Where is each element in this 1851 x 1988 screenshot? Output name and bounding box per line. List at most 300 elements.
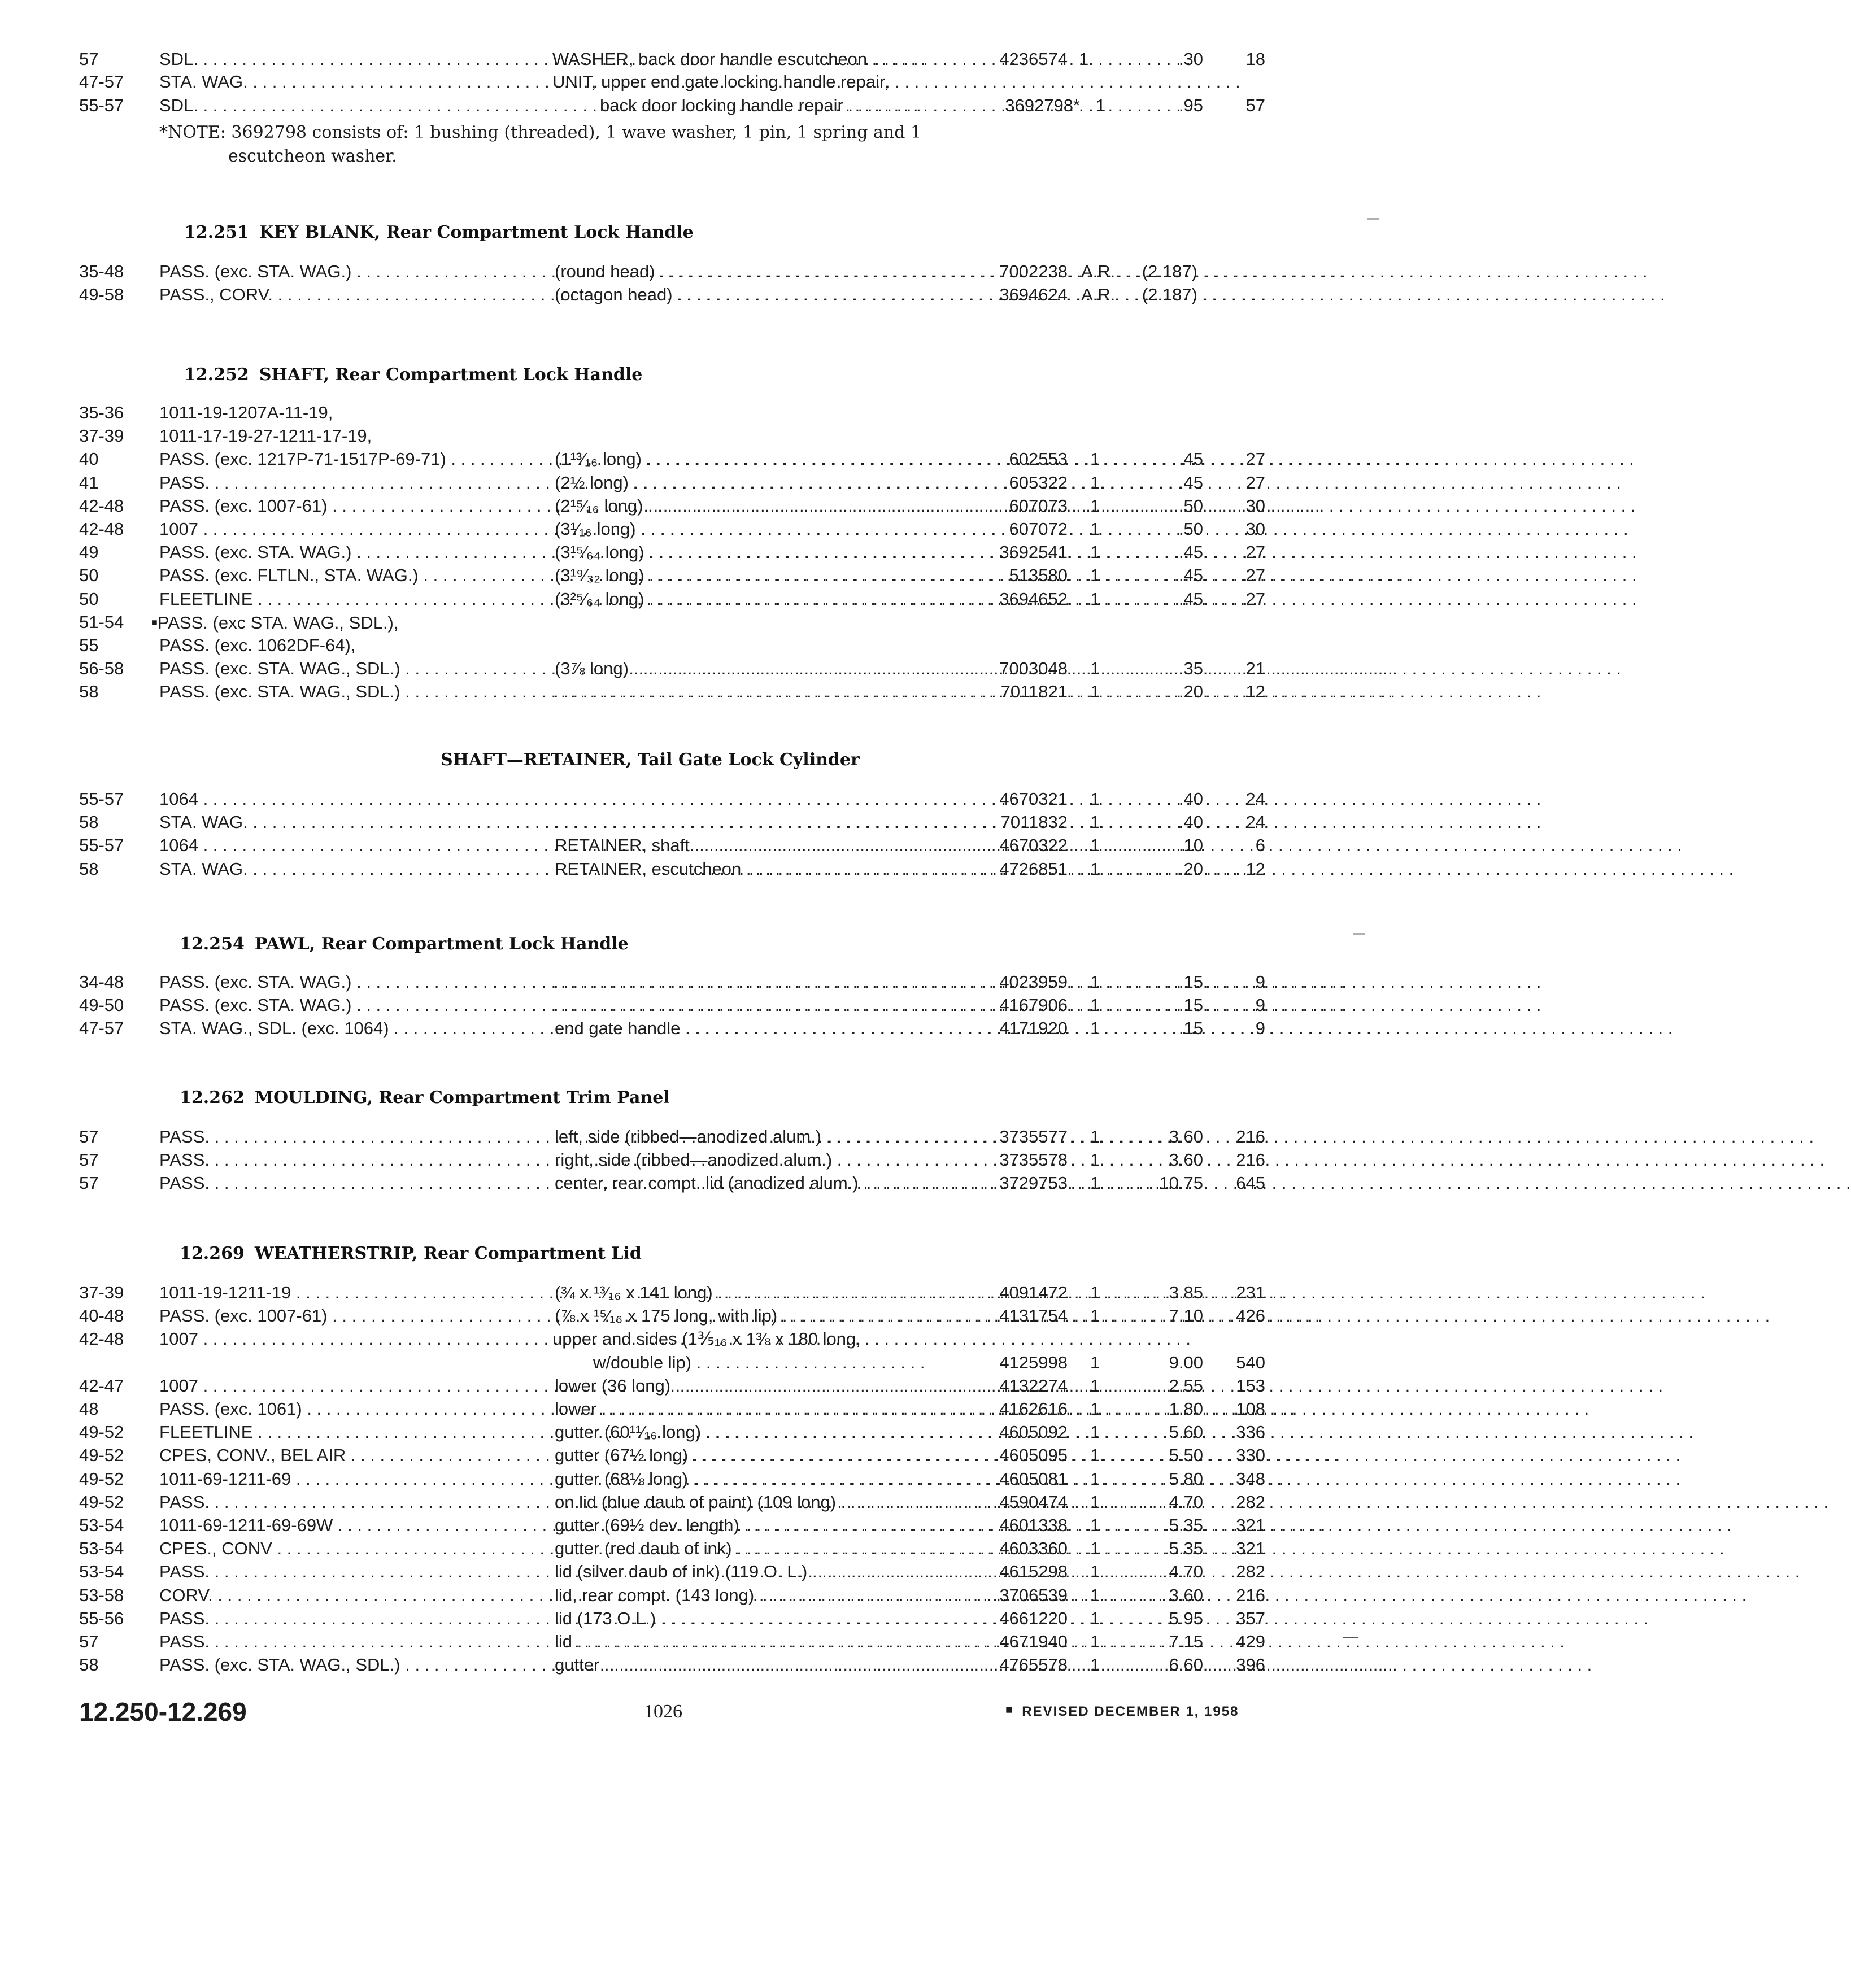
model-text: PASS. (exc. 1062DF-64), <box>159 635 356 655</box>
model-text: PASS. <box>159 1632 210 1651</box>
model-text: 1011-19-1211-19 <box>159 1283 291 1302</box>
price-cell: .45 <box>1178 565 1203 585</box>
model-text: PASS. <box>159 1562 210 1581</box>
year-cell: 58 <box>79 812 99 832</box>
price-cell: (2.187) <box>1142 261 1197 281</box>
part-number-cell: 4670322 <box>999 835 1068 855</box>
part-number-cell: 4726851 <box>999 859 1068 879</box>
revision-note <box>1005 1702 1239 1720</box>
quantity-cell: 1 <box>1090 1608 1100 1628</box>
table-row <box>0 587 1428 611</box>
description-cell: WASHER, back door handle escutcheon . . . . . . <box>552 49 926 69</box>
table-row <box>0 1304 1428 1328</box>
price-cell: 10.75 <box>1159 1173 1203 1193</box>
description-text: gutter (68⅛ long) <box>555 1469 689 1489</box>
model-cell <box>159 401 528 425</box>
leader-dots: . . . . . . . . . . . . . . . . . . . . . . . . <box>691 1353 925 1372</box>
table-row <box>0 1630 1428 1654</box>
code-cell: 429 <box>1236 1632 1265 1651</box>
model-text: PASS. (exc. STA. WAG.) <box>159 261 352 281</box>
code-cell: 18 <box>1245 49 1265 69</box>
price-cell: 5.35 <box>1169 1538 1203 1558</box>
year-cell: 47-57 <box>79 1018 124 1038</box>
description-text: (1¹³⁄₁₆ long) <box>555 449 642 469</box>
model-cell <box>159 1304 528 1328</box>
footer-range: 12.250-12.269 <box>79 1697 247 1727</box>
part-number-cell: 4167906 <box>999 995 1068 1015</box>
price-cell: 4.70 <box>1169 1562 1203 1581</box>
year-cell: 57 <box>79 1632 99 1651</box>
part-number-cell: 7011832 <box>1000 812 1068 832</box>
price-cell: 7.10 <box>1169 1306 1203 1326</box>
description-cell <box>555 1148 961 1172</box>
table-row <box>0 471 1428 495</box>
page-number: 1026 <box>644 1701 682 1722</box>
description-cell <box>555 283 961 307</box>
year-cell: 56-58 <box>79 659 124 678</box>
description-text: RETAINER, shaft <box>555 835 690 855</box>
price-cell: 5.35 <box>1169 1515 1203 1535</box>
year-cell: 57 <box>79 1150 99 1170</box>
part-number-cell: 602553 <box>1009 449 1068 469</box>
price-cell: 5.50 <box>1169 1445 1203 1465</box>
year-cell: 37-39 <box>79 1283 124 1302</box>
description-cell <box>555 1281 961 1305</box>
code-cell: 282 <box>1236 1562 1265 1581</box>
quantity-cell: 1 <box>1090 1173 1100 1193</box>
model-text: FLEETLINE <box>159 1422 253 1442</box>
year-cell: 42-48 <box>79 1329 124 1349</box>
model-text: 1011-19-1207A-11-19, <box>159 403 333 422</box>
quantity-cell: 1 <box>1090 1515 1100 1535</box>
description-text: RETAINER, escutcheon <box>555 859 742 879</box>
quantity-cell: 1 <box>1090 1538 1100 1558</box>
description-text: w/double lip) <box>593 1353 692 1372</box>
description-text: (2¹⁵⁄₁₆ long) <box>555 496 643 516</box>
model-cell <box>159 634 528 657</box>
year-cell: 49-52 <box>79 1445 124 1465</box>
model-cell <box>159 260 528 284</box>
model-cell <box>159 857 528 881</box>
description-text: lid, rear compt. (143 long) <box>555 1585 755 1605</box>
description-text: (3²⁵⁄₆₄ long) <box>555 589 644 609</box>
table-row <box>0 787 1428 811</box>
price-cell: 4.70 <box>1169 1492 1203 1512</box>
table-row <box>0 1584 1428 1607</box>
description-cell <box>555 1125 961 1149</box>
code-cell: 9 <box>1255 995 1265 1015</box>
quantity-cell: 1 <box>1090 1469 1100 1489</box>
model-text: PASS. <box>159 1173 210 1193</box>
part-number-cell: 3706539 <box>999 1585 1068 1605</box>
code-cell: 6 <box>1255 835 1265 855</box>
year-cell: 53-54 <box>79 1515 124 1535</box>
model-text: PASS. <box>159 1127 210 1146</box>
description-cell <box>555 1537 961 1560</box>
description-cell <box>555 1444 961 1467</box>
model-cell <box>159 1490 528 1514</box>
model-cell <box>159 283 528 307</box>
year-cell: 58 <box>79 682 99 701</box>
code-cell: 21 <box>1245 659 1265 678</box>
part-number-cell: 4601338 <box>999 1515 1068 1535</box>
description-text: (¾ x ¹³⁄₁₆ x 141 long) <box>555 1283 713 1302</box>
description-cell <box>554 787 960 811</box>
price-cell: (2.187) <box>1142 285 1197 304</box>
model-text: PASS. (exc. STA. WAG.) <box>159 972 352 992</box>
part-number-cell: 7003048 <box>999 659 1068 678</box>
model-cell: SDL. . . . <box>159 94 528 117</box>
table-row <box>0 1171 1428 1195</box>
price-cell: .30 <box>1178 49 1203 69</box>
model-text: CPES, CONV., BEL AIR <box>159 1445 346 1465</box>
description-cell <box>555 1630 961 1654</box>
part-number-cell: 3735578 <box>999 1150 1068 1170</box>
code-cell: 12 <box>1245 682 1265 701</box>
year-cell: 58 <box>79 1655 99 1675</box>
part-number-cell: 4661220 <box>999 1608 1068 1628</box>
description-cell <box>555 540 961 564</box>
quantity-cell: 1 <box>1090 542 1100 562</box>
code-cell: 24 <box>1245 789 1265 809</box>
quantity-cell: 1 <box>1090 1632 1100 1651</box>
table-row <box>0 1281 1428 1305</box>
table-row <box>0 634 1428 657</box>
table-row <box>0 424 1428 448</box>
description-text: (2½ long) <box>555 473 629 492</box>
year-cell: 53-58 <box>79 1585 124 1605</box>
description-cell <box>555 517 961 541</box>
table-row <box>0 1607 1428 1630</box>
description-cell <box>555 1017 961 1040</box>
year-cell: 49 <box>79 542 99 562</box>
section-number: 12.251 <box>184 223 249 242</box>
description-cell <box>555 587 961 611</box>
description-text: (octagon head) <box>555 285 673 304</box>
description-cell: back door locking handle repair . . . . . . . . <box>600 95 921 115</box>
table-row <box>0 1490 1428 1514</box>
year-cell: 40 <box>79 449 99 469</box>
quantity-cell: 1 <box>1090 449 1100 469</box>
description-text: on lid (blue daub of paint) (109 long) <box>555 1492 837 1512</box>
model-cell <box>159 1514 528 1537</box>
description-text: (3¹⁵⁄₆₄ long) <box>555 542 644 562</box>
description-cell <box>555 1467 961 1491</box>
part-number-cell: 3692798* <box>1005 95 1080 115</box>
year-cell: 57 <box>79 1127 99 1146</box>
model-cell <box>159 1560 528 1584</box>
description-text: end gate handle <box>555 1018 681 1038</box>
model-cell <box>159 1281 528 1305</box>
quantity-cell: 1 <box>1090 1306 1100 1326</box>
year-cell: 34-48 <box>79 972 124 992</box>
description-cell <box>555 1607 961 1630</box>
model-cell <box>159 447 528 471</box>
model-cell <box>159 970 528 994</box>
description-text: upper and sides (1⅗₁₆ x 1⅜ x 180 long, <box>552 1329 861 1349</box>
part-number-cell: 607072 <box>1009 519 1068 539</box>
price-cell: 9.00 <box>1169 1353 1203 1372</box>
model-cell <box>159 517 528 541</box>
code-cell: 24 <box>1245 812 1265 832</box>
price-cell: 5.80 <box>1169 1469 1203 1489</box>
table-row <box>0 1560 1428 1584</box>
part-number-cell: 4615298 <box>999 1562 1068 1581</box>
model-cell <box>159 471 528 495</box>
model-text: PASS., CORV. <box>159 285 273 304</box>
description-text: left, side (ribbed—anodized alum.) <box>555 1127 822 1146</box>
model-cell <box>159 564 528 587</box>
note-line-2: escutcheon washer. <box>228 146 397 166</box>
code-cell: 645 <box>1236 1173 1265 1193</box>
description-text: (round head) <box>555 261 655 281</box>
description-cell <box>552 1327 982 1351</box>
scan-mark <box>1353 933 1365 935</box>
price-cell: 5.95 <box>1169 1608 1203 1628</box>
year-cell: 42-48 <box>79 496 124 516</box>
code-cell: 9 <box>1255 1018 1265 1038</box>
part-number-cell: 3694624 <box>999 285 1068 304</box>
price-cell: 3.60 <box>1169 1150 1203 1170</box>
table-row <box>0 494 1428 518</box>
code-cell: 396 <box>1236 1655 1265 1675</box>
table-row <box>0 1374 1428 1398</box>
quantity-cell: 1 <box>1090 682 1100 701</box>
year-cell: 55-56 <box>79 1608 124 1628</box>
model-text: 1064 <box>159 789 198 809</box>
description-cell <box>554 993 960 1017</box>
model-cell <box>159 1148 528 1172</box>
table-row <box>0 611 1428 634</box>
description-text: gutter (69½ dev. length) <box>555 1515 739 1535</box>
model-cell <box>159 1374 528 1398</box>
quantity-cell: 1 <box>1090 995 1100 1015</box>
model-cell <box>159 540 528 564</box>
model-cell <box>159 1171 528 1195</box>
description-text: (3¹⁄₁₆ long) <box>555 519 636 539</box>
revision-bullet: ■ <box>151 617 158 628</box>
quantity-cell: 1 <box>1090 1127 1100 1146</box>
scan-mark <box>1367 218 1379 220</box>
section-number: 12.269 <box>180 1244 245 1263</box>
table-row <box>0 1148 1428 1172</box>
price-cell: .20 <box>1178 859 1203 879</box>
model-text: 1064 <box>159 835 198 855</box>
table-row <box>0 517 1428 541</box>
model-cell <box>159 787 528 811</box>
part-number-cell: 4605092 <box>999 1422 1068 1442</box>
table-row <box>0 540 1428 564</box>
year-cell: 53-54 <box>79 1538 124 1558</box>
description-cell <box>593 1351 961 1375</box>
description-text: lid <box>555 1632 573 1651</box>
model-text: 1007 <box>159 1329 198 1349</box>
table-row <box>0 810 1428 834</box>
price-cell: .45 <box>1178 542 1203 562</box>
description-cell <box>555 1490 961 1514</box>
section-number: 12.254 <box>180 934 245 954</box>
quantity-cell: 1 <box>1090 659 1100 678</box>
year-cell: 50 <box>79 589 99 609</box>
description-text: (⅞ x ¹⁵⁄₁₆ x 175 long, with lip) <box>555 1306 778 1326</box>
price-cell: 5.60 <box>1169 1422 1203 1442</box>
table-row <box>0 680 1428 704</box>
model-text: PASS. (exc. 1217P-71-1517P-69-71) <box>159 449 446 469</box>
quantity-cell: 1 <box>1090 859 1100 879</box>
description-text: lower <box>555 1399 597 1419</box>
quantity-cell: 1 <box>1090 1353 1100 1372</box>
quantity-cell: 1 <box>1096 95 1106 115</box>
model-text: PASS. (exc. 1061) <box>159 1399 302 1419</box>
table-row <box>0 283 1428 307</box>
price-cell: .20 <box>1178 682 1203 701</box>
quantity-cell: A.R. <box>1081 261 1116 281</box>
description-cell <box>555 260 961 284</box>
code-cell: 27 <box>1245 473 1265 492</box>
model-cell <box>159 657 528 681</box>
table-row <box>0 834 1428 857</box>
description-text: right, side (ribbed—anodized alum.) <box>555 1150 833 1170</box>
model-text: PASS. (exc. STA. WAG., SDL.) <box>159 682 400 701</box>
part-number-cell: 4590474 <box>999 1492 1068 1512</box>
model-cell <box>159 1420 528 1444</box>
code-cell: 27 <box>1245 542 1265 562</box>
model-text: PASS. (exc. STA. WAG., SDL.) <box>159 659 400 678</box>
year-cell: 37-39 <box>79 426 124 446</box>
description-cell <box>555 1560 961 1584</box>
part-number-cell: 4236574 <box>999 49 1068 69</box>
table-row <box>0 1537 1428 1560</box>
part-number-cell: 4131754 <box>999 1306 1068 1326</box>
model-text: PASS. <box>159 473 210 492</box>
description-cell <box>555 564 961 587</box>
description-cell <box>555 1171 961 1195</box>
year-cell: 55-57 <box>79 835 124 855</box>
model-cell <box>159 424 528 448</box>
description-text: lower (36 long) <box>555 1376 671 1396</box>
part-number-cell: 3694652 <box>999 589 1068 609</box>
section-title: SHAFT, Rear Compartment Lock Handle <box>259 365 643 385</box>
description-cell <box>555 1304 961 1328</box>
price-cell: .15 <box>1178 1018 1203 1038</box>
year-cell: 49-58 <box>79 285 124 304</box>
description-text: (3¹⁹⁄₃₂ long) <box>555 565 644 585</box>
table-row <box>0 447 1428 471</box>
model-cell: STA. WAG. . . . <box>159 70 528 94</box>
part-number-cell: 7011821 <box>1000 682 1068 701</box>
description-cell: UNIT, upper end gate locking handle repair, <box>552 72 890 91</box>
description-cell <box>555 834 961 857</box>
quantity-cell: 1 <box>1090 1018 1100 1038</box>
model-cell <box>159 1397 528 1421</box>
code-cell: 426 <box>1236 1306 1265 1326</box>
table-row <box>0 1420 1428 1444</box>
code-cell: 321 <box>1236 1538 1265 1558</box>
model-text: PASS. (exc. 1007-61) <box>159 496 328 516</box>
quantity-cell: 1 <box>1090 496 1100 516</box>
model-text: STA. WAG., SDL. (exc. 1064) <box>159 1018 389 1038</box>
section-title: PAWL, Rear Compartment Lock Handle <box>254 934 629 954</box>
price-cell: .95 <box>1178 95 1203 115</box>
description-cell <box>555 1584 961 1607</box>
year-cell: 40-48 <box>79 1306 124 1326</box>
description-cell <box>554 680 960 704</box>
table-row <box>0 1327 1428 1351</box>
model-text: 1007 <box>159 1376 198 1396</box>
code-cell: 153 <box>1236 1376 1265 1396</box>
table-row <box>0 1444 1428 1467</box>
code-cell: 57 <box>1245 95 1265 115</box>
code-cell: 540 <box>1236 1353 1265 1372</box>
table-row <box>0 993 1428 1017</box>
description-text: (3⅞ long) <box>555 659 629 678</box>
table-row <box>0 70 1428 94</box>
code-cell: 348 <box>1236 1469 1265 1489</box>
price-cell: 7.15 <box>1169 1632 1203 1651</box>
section-heading <box>441 748 860 773</box>
year-cell: 51-54 <box>79 612 124 632</box>
code-cell: 216 <box>1236 1127 1265 1146</box>
description-text: gutter (red daub of ink) <box>555 1538 732 1558</box>
model-cell: SDL. . . . <box>159 47 528 71</box>
description-cell <box>555 1514 961 1537</box>
code-cell: 321 <box>1236 1515 1265 1535</box>
quantity-cell: 1 <box>1090 789 1100 809</box>
model-cell <box>151 611 528 635</box>
description-cell <box>555 471 961 495</box>
code-cell: 336 <box>1236 1422 1265 1442</box>
description-cell <box>555 1420 961 1444</box>
part-number-cell: 3735577 <box>999 1127 1068 1146</box>
part-number-cell: 4132274 <box>999 1376 1068 1396</box>
description-cell <box>555 657 961 681</box>
scan-mark <box>1343 1637 1358 1638</box>
price-cell: 3.60 <box>1169 1127 1203 1146</box>
code-cell: 108 <box>1236 1399 1265 1419</box>
section-heading <box>180 1241 642 1266</box>
revision-text: REVISED DECEMBER 1, 1958 <box>1022 1704 1239 1719</box>
code-cell: 12 <box>1245 859 1265 879</box>
description-cell <box>555 857 961 881</box>
year-cell: 53-54 <box>79 1562 124 1581</box>
section-heading <box>184 363 642 387</box>
model-text: PASS. (exc. FLTLN., STA. WAG.) <box>159 565 419 585</box>
description-text: lid (silver daub of ink) (119 O. L.) <box>555 1562 808 1581</box>
model-cell <box>159 1653 528 1677</box>
description-text: lid (173 O.L.) <box>555 1608 656 1628</box>
code-cell: 27 <box>1245 565 1265 585</box>
price-cell: .40 <box>1178 812 1203 832</box>
table-row <box>0 1351 1428 1375</box>
quantity-cell: 1 <box>1090 1376 1100 1396</box>
table-row <box>0 1653 1428 1677</box>
model-text: 1011-69-1211-69-69W <box>159 1515 333 1535</box>
model-cell <box>159 834 528 857</box>
note-line-1: *NOTE: 3692798 consists of: 1 bushing (threaded), 1 wave washer, 1 pin, 1 spring and 1 <box>159 123 922 142</box>
section-heading <box>180 932 629 957</box>
quantity-cell: 1 <box>1090 565 1100 585</box>
table-row <box>0 260 1428 284</box>
table-row <box>0 564 1428 587</box>
description-text: gutter <box>555 1655 600 1675</box>
model-cell <box>159 1327 528 1351</box>
quantity-cell: 1 <box>1090 1283 1100 1302</box>
part-number-cell: 605322 <box>1009 473 1068 492</box>
section-number: 12.262 <box>180 1088 245 1108</box>
quantity-cell: 1 <box>1090 835 1100 855</box>
part-number-cell: 513580 <box>1009 565 1068 585</box>
model-cell <box>159 1607 528 1630</box>
